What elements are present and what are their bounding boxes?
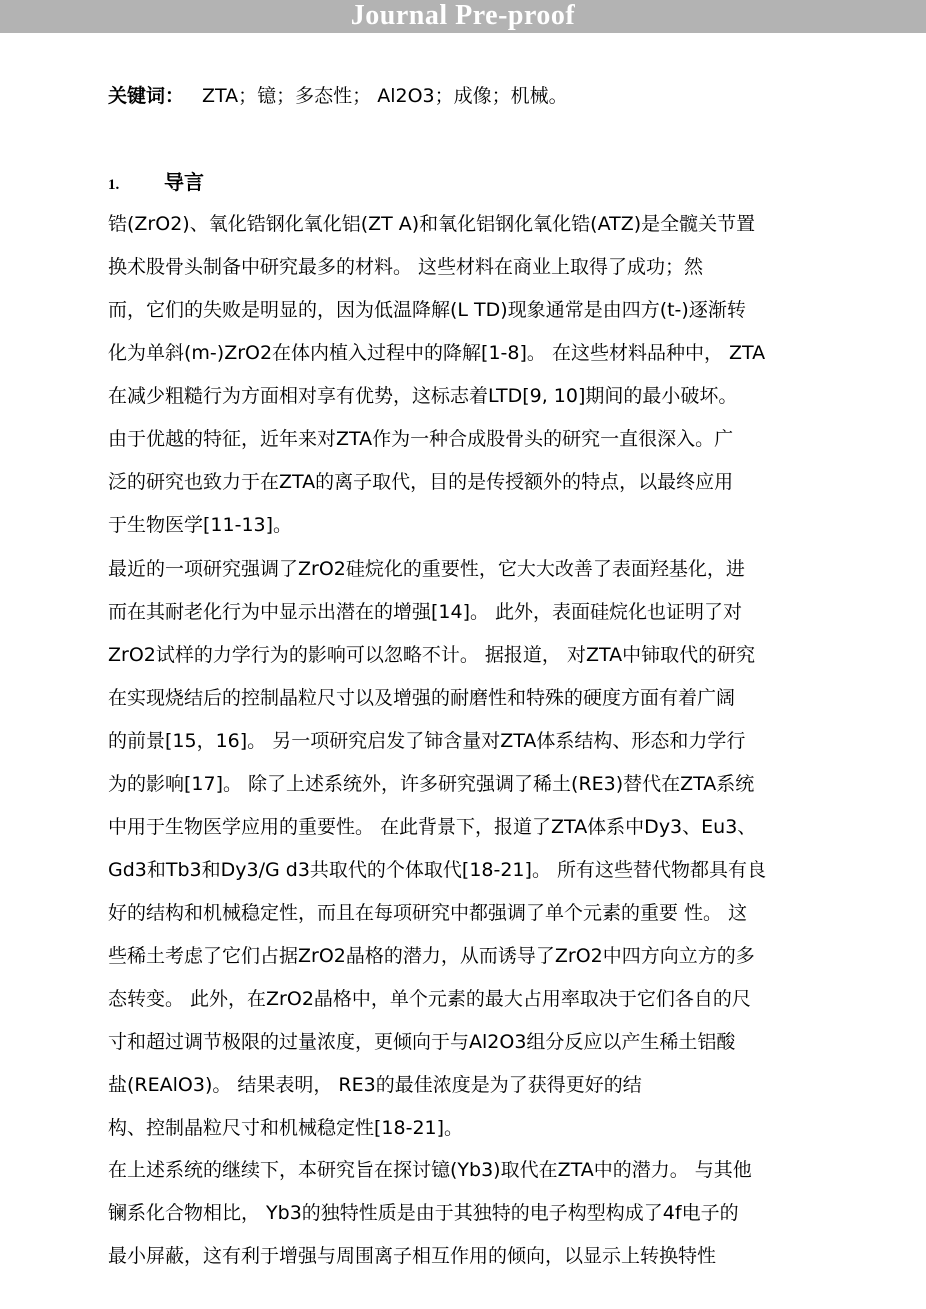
text-line: 为的影响[17]。 除了上述系统外，许多研究强调了稀土(RE3)替代在ZTA系统 xyxy=(108,773,755,795)
text-line: 的前景[15，16]。 另一项研究启发了铈含量对ZTA体系结构、形态和力学行 xyxy=(108,730,746,752)
banner-text: Journal Pre-proof xyxy=(350,0,576,31)
text-line: 构、控制晶粒尺寸和机械稳定性[18-21]。 xyxy=(108,1117,464,1139)
text-line: 由于优越的特征，近年来对ZTA作为一种合成股骨头的研究一直很深入。广 xyxy=(108,428,734,450)
text-line: 换术股骨头制备中研究最多的材料。 这些材料在商业上取得了成功；然 xyxy=(108,256,704,278)
text-line: 中用于生物医学应用的重要性。 在此背景下，报道了ZTA体系中Dy3、Eu3、 xyxy=(108,816,757,838)
text-line: 锆(ZrO2)、氧化锆钢化氧化铝(ZT A)和氧化铝钢化氧化锆(ATZ)是全髋关节置 xyxy=(108,213,756,235)
keywords-line xyxy=(108,82,828,110)
section-number: 1. xyxy=(108,177,120,193)
keywords-label: 关键词： xyxy=(108,85,185,107)
journal-preproof-banner xyxy=(0,0,926,33)
text-line: 最小屏蔽，这有利于增强与周围离子相互作用的倾向，以显示上转换特性 xyxy=(108,1245,717,1267)
text-line: 寸和超过调节极限的过量浓度，更倾向于与Al2O3组分反应以产生稀土铝酸 xyxy=(108,1031,736,1053)
paragraph-2 xyxy=(108,548,828,1150)
keywords-text: ZTA；镱；多态性； Al2O3；成像；机械。 xyxy=(202,85,568,107)
text-line: 而在其耐老化行为中显示出潜在的增强[14]。 此外，表面硅烷化也证明了对 xyxy=(108,601,743,623)
text-line: 在实现烧结后的控制晶粒尺寸以及增强的耐磨性和特殊的硬度方面有着广阔 xyxy=(108,687,736,709)
text-line: 在上述系统的继续下，本研究旨在探讨镱(Yb3)取代在ZTA中的潜力。 与其他 xyxy=(108,1159,752,1181)
text-line: 化为单斜(m-)ZrO2在体内植入过程中的降解[1-8]。 在这些材料品种中， ZTA xyxy=(108,342,766,364)
text-line: 态转变。 此外，在ZrO2晶格中，单个元素的最大占用率取决于它们各自的尺 xyxy=(108,988,751,1010)
paragraph-3 xyxy=(108,1149,828,1278)
text-line: 于生物医学[11-13]。 xyxy=(108,514,293,536)
text-line: 镧系化合物相比， Yb3的独特性质是由于其独特的电子构型构成了4f电子的 xyxy=(108,1202,739,1224)
text-line: 些稀土考虑了它们占据ZrO2晶格的潜力，从而诱导了ZrO2中四方向立方的多 xyxy=(108,945,755,967)
text-line: 好的结构和机械稳定性，而且在每项研究中都强调了单个元素的重要 性。 这 xyxy=(108,902,748,924)
text-line: 泛的研究也致力于在ZTA的离子取代，目的是传授额外的特点，以最终应用 xyxy=(108,471,734,493)
text-line: 盐(REAlO3)。 结果表明， RE3的最佳浓度是为了获得更好的结 xyxy=(108,1074,642,1096)
text-line: 最近的一项研究强调了ZrO2硅烷化的重要性，它大大改善了表面羟基化，进 xyxy=(108,558,745,580)
text-line: 在减少粗糙行为方面相对享有优势，这标志着LTD[9, 10]期间的最小破坏。 xyxy=(108,385,738,407)
section-title: 导言 xyxy=(164,170,204,194)
section-heading xyxy=(108,168,204,199)
text-line: 而，它们的失败是明显的，因为低温降解(L TD)现象通常是由四方(t-)逐渐转 xyxy=(108,299,746,321)
text-line: ZrO2试样的力学行为的影响可以忽略不计。 据报道， 对ZTA中铈取代的研究 xyxy=(108,644,756,666)
text-line: Gd3和Tb3和Dy3/G d3共取代的个体取代[18-21]。 所有这些替代物都具有良 xyxy=(108,859,766,881)
paragraph-1 xyxy=(108,203,828,547)
